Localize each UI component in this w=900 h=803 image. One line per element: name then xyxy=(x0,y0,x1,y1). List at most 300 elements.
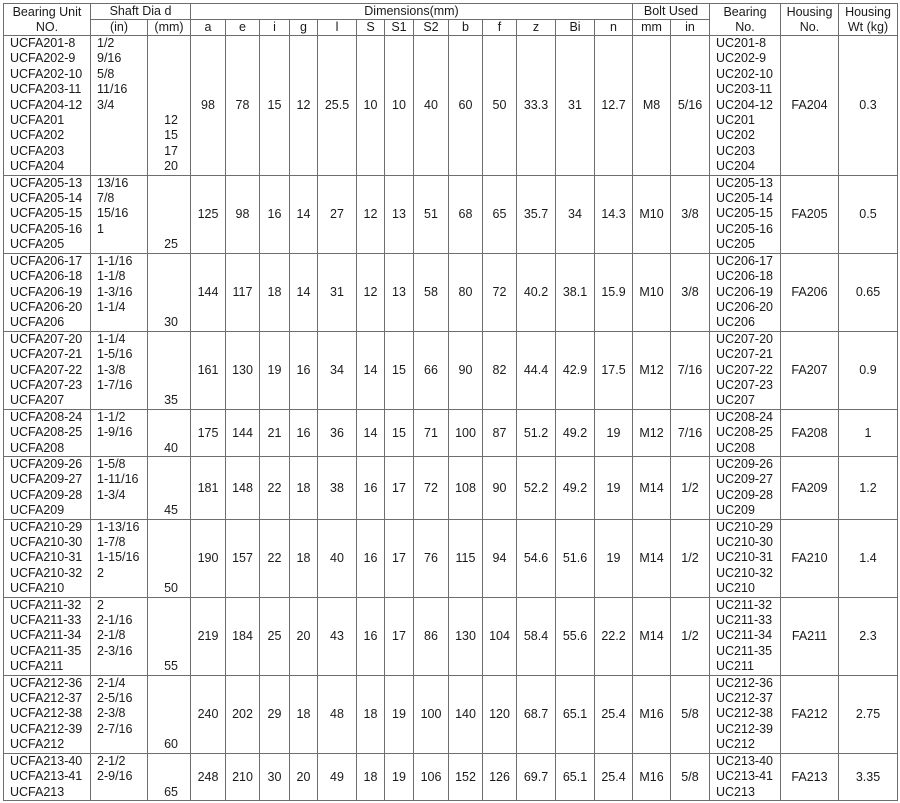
col-header-dim-s1: S1 xyxy=(385,20,414,36)
cell-dim-s: 16 xyxy=(357,519,385,597)
cell-dim-i: 29 xyxy=(260,675,290,753)
cell-dim-a: 125 xyxy=(191,175,226,253)
cell-dim-s2: 72 xyxy=(414,456,449,519)
header-line: NO. xyxy=(35,19,59,34)
cell-bearing-no xyxy=(710,456,781,519)
cell-shaft-in xyxy=(91,456,148,519)
shaft-in-item: 13/16 xyxy=(97,175,129,190)
cell-dim-i: 16 xyxy=(260,175,290,253)
shaft-in-item: 1-15/16 xyxy=(97,550,140,565)
shaft-mm-item: 50 xyxy=(164,581,178,596)
cell-bearing-no xyxy=(710,36,781,176)
cell-dim-l: 27 xyxy=(318,175,357,253)
cell-dim-n: 12.7 xyxy=(595,36,633,176)
cell-dim-z: 58.4 xyxy=(517,597,556,675)
cell-bolt-mm: M12 xyxy=(633,409,671,456)
cell-dim-z: 44.4 xyxy=(517,331,556,409)
bearing-no-item: UC207-21 xyxy=(716,347,773,362)
shaft-in-item: 2-1/16 xyxy=(97,613,133,628)
bearing-no-item: UC212-36 xyxy=(716,675,773,690)
table-row xyxy=(4,519,898,597)
cell-dim-z: 69.7 xyxy=(517,753,556,800)
cell-dim-bi: 34 xyxy=(556,175,595,253)
cell-dim-i: 22 xyxy=(260,456,290,519)
cell-housing-wt: 1.2 xyxy=(839,456,898,519)
bearing-no-item: UC213 xyxy=(716,784,755,799)
bearing-no-item: UC213-40 xyxy=(716,753,773,768)
bearing-no-item: UC203-11 xyxy=(716,82,773,97)
bearing-unit-item: UCFA208 xyxy=(10,440,65,455)
bearing-unit-item: UCFA209-27 xyxy=(10,472,83,487)
header-line: Housing xyxy=(786,4,833,19)
cell-dim-z: 52.2 xyxy=(517,456,556,519)
cell-bolt-in: 1/2 xyxy=(671,597,710,675)
cell-bearing-units xyxy=(4,36,91,176)
cell-bearing-units xyxy=(4,331,91,409)
cell-dim-b: 115 xyxy=(449,519,483,597)
cell-dim-s: 18 xyxy=(357,675,385,753)
cell-dim-a: 181 xyxy=(191,456,226,519)
cell-dim-s: 16 xyxy=(357,456,385,519)
cell-dim-s: 12 xyxy=(357,253,385,331)
cell-bolt-in: 5/8 xyxy=(671,675,710,753)
shaft-in-item: 1 xyxy=(97,221,104,236)
bearing-no-item: UC208-24 xyxy=(716,409,773,424)
cell-dim-e: 148 xyxy=(226,456,260,519)
cell-dim-s1: 19 xyxy=(385,675,414,753)
cell-dim-f: 126 xyxy=(483,753,517,800)
cell-dim-bi: 49.2 xyxy=(556,409,595,456)
cell-dim-g: 16 xyxy=(290,409,318,456)
shaft-in-item: 2-3/16 xyxy=(97,643,133,658)
cell-bolt-mm: M12 xyxy=(633,331,671,409)
cell-dim-z: 35.7 xyxy=(517,175,556,253)
cell-dim-e: 210 xyxy=(226,753,260,800)
cell-dim-z: 68.7 xyxy=(517,675,556,753)
cell-dim-b: 90 xyxy=(449,331,483,409)
cell-dim-g: 12 xyxy=(290,36,318,176)
bearing-no-item: UC213-41 xyxy=(716,769,773,784)
cell-dim-n: 25.4 xyxy=(595,675,633,753)
cell-housing-no: FA208 xyxy=(781,409,839,456)
cell-bearing-units xyxy=(4,753,91,800)
cell-dim-a: 98 xyxy=(191,36,226,176)
cell-dim-s1: 17 xyxy=(385,597,414,675)
bearing-no-item: UC211-35 xyxy=(716,643,773,658)
cell-bearing-no xyxy=(710,409,781,456)
shaft-in-item: 1-3/4 xyxy=(97,487,126,502)
shaft-in-item: 2-1/4 xyxy=(97,675,126,690)
cell-dim-e: 202 xyxy=(226,675,260,753)
cell-dim-n: 15.9 xyxy=(595,253,633,331)
bearing-unit-item: UCFA203-11 xyxy=(10,82,82,97)
cell-dim-n: 14.3 xyxy=(595,175,633,253)
cell-dim-n: 17.5 xyxy=(595,331,633,409)
bearing-no-item: UC206-19 xyxy=(716,284,773,299)
table-row xyxy=(4,175,898,253)
cell-dim-g: 20 xyxy=(290,753,318,800)
cell-dim-l: 25.5 xyxy=(318,36,357,176)
shaft-in-item: 1-3/8 xyxy=(97,362,126,377)
cell-bearing-units xyxy=(4,175,91,253)
header-line: Bearing Unit xyxy=(12,4,82,19)
bearing-no-item: UC211-34 xyxy=(716,628,773,643)
cell-dim-s1: 15 xyxy=(385,331,414,409)
bearing-unit-item: UCFA210 xyxy=(10,581,65,596)
cell-housing-wt: 0.9 xyxy=(839,331,898,409)
bearing-unit-item: UCFA212-38 xyxy=(10,706,83,721)
bearing-unit-item: UCFA207 xyxy=(10,393,65,408)
bearing-unit-item: UCFA205-14 xyxy=(10,191,83,206)
cell-dim-s2: 66 xyxy=(414,331,449,409)
cell-dim-s: 16 xyxy=(357,597,385,675)
cell-shaft-in xyxy=(91,597,148,675)
shaft-in-item: 2 xyxy=(97,597,104,612)
bearing-unit-item: UCFA210-32 xyxy=(10,565,83,580)
bearing-unit-item: UCFA211-35 xyxy=(10,643,82,658)
bearing-unit-item: UCFA204 xyxy=(10,159,65,174)
col-header-dim-bi: Bi xyxy=(556,20,595,36)
cell-bearing-no xyxy=(710,519,781,597)
cell-dim-s: 18 xyxy=(357,753,385,800)
cell-bearing-units xyxy=(4,409,91,456)
cell-dim-n: 19 xyxy=(595,519,633,597)
cell-dim-z: 40.2 xyxy=(517,253,556,331)
bearing-unit-item: UCFA208-25 xyxy=(10,425,83,440)
header-line: Housing xyxy=(845,4,891,19)
shaft-in-item: 2-7/16 xyxy=(97,721,133,736)
cell-dim-s: 10 xyxy=(357,36,385,176)
shaft-in-item: 7/8 xyxy=(97,191,115,206)
bearing-no-item: UC207-20 xyxy=(716,331,773,346)
shaft-in-item: 1-7/16 xyxy=(97,377,133,392)
bearing-no-item: UC211 xyxy=(716,659,754,674)
cell-bolt-mm: M14 xyxy=(633,597,671,675)
bearing-unit-item: UCFA202-9 xyxy=(10,51,76,66)
cell-dim-bi: 55.6 xyxy=(556,597,595,675)
bearing-unit-item: UCFA212 xyxy=(10,737,65,752)
bearing-no-item: UC206-20 xyxy=(716,299,773,314)
cell-dim-s1: 15 xyxy=(385,409,414,456)
cell-shaft-in xyxy=(91,409,148,456)
header-line: Wt (kg) xyxy=(847,19,889,34)
col-header-dim-f: f xyxy=(483,20,517,36)
cell-bearing-units xyxy=(4,597,91,675)
bearing-no-item: UC210-31 xyxy=(716,550,773,565)
cell-dim-b: 100 xyxy=(449,409,483,456)
cell-dim-l: 36 xyxy=(318,409,357,456)
bearing-no-item: UC212-38 xyxy=(716,706,773,721)
col-header-shaft-dia: Shaft Dia d xyxy=(91,4,191,20)
cell-bolt-in: 7/16 xyxy=(671,331,710,409)
shaft-in-item: 2-5/16 xyxy=(97,691,133,706)
shaft-in-item: 2-3/8 xyxy=(97,706,126,721)
cell-bolt-in: 5/8 xyxy=(671,753,710,800)
bearing-no-item: UC205-13 xyxy=(716,175,773,190)
cell-dim-b: 140 xyxy=(449,675,483,753)
cell-shaft-mm xyxy=(148,456,191,519)
bearing-unit-item: UCFA206-18 xyxy=(10,269,83,284)
bearing-no-item: UC205-16 xyxy=(716,221,773,236)
shaft-mm-item: 25 xyxy=(164,237,178,252)
cell-dim-l: 38 xyxy=(318,456,357,519)
cell-housing-wt: 0.5 xyxy=(839,175,898,253)
cell-dim-i: 25 xyxy=(260,597,290,675)
cell-bolt-in: 3/8 xyxy=(671,175,710,253)
cell-dim-g: 18 xyxy=(290,675,318,753)
bearing-no-item: UC203 xyxy=(716,143,755,158)
cell-shaft-mm xyxy=(148,675,191,753)
cell-bolt-in: 7/16 xyxy=(671,409,710,456)
cell-dim-g: 18 xyxy=(290,456,318,519)
cell-dim-bi: 65.1 xyxy=(556,675,595,753)
bearing-unit-item: UCFA213-41 xyxy=(10,769,83,784)
col-header-dim-z: z xyxy=(517,20,556,36)
shaft-in-item: 2-1/2 xyxy=(97,753,126,768)
bearing-no-item: UC208-25 xyxy=(716,425,773,440)
shaft-in-item: 3/4 xyxy=(97,97,115,112)
shaft-in-item: 1-1/4 xyxy=(97,331,126,346)
cell-dim-a: 175 xyxy=(191,409,226,456)
cell-housing-no: FA207 xyxy=(781,331,839,409)
bearing-no-item: UC202 xyxy=(716,128,755,143)
shaft-in-item: 2 xyxy=(97,565,104,580)
cell-housing-no: FA209 xyxy=(781,456,839,519)
cell-dim-i: 18 xyxy=(260,253,290,331)
cell-shaft-in xyxy=(91,675,148,753)
cell-housing-no: FA210 xyxy=(781,519,839,597)
bearing-unit-item: UCFA213 xyxy=(10,784,65,799)
cell-bearing-no xyxy=(710,597,781,675)
shaft-in-item: 1-11/16 xyxy=(97,472,139,487)
cell-dim-l: 40 xyxy=(318,519,357,597)
table-row xyxy=(4,331,898,409)
bearing-unit-item: UCFA210-31 xyxy=(10,550,83,565)
header-line: No. xyxy=(735,19,755,34)
shaft-in-item: 1-5/8 xyxy=(97,456,126,471)
cell-dim-g: 20 xyxy=(290,597,318,675)
cell-bolt-mm: M16 xyxy=(633,675,671,753)
shaft-mm-item: 55 xyxy=(164,659,178,674)
col-header-housing-wt xyxy=(839,4,898,36)
bearing-no-item: UC210-29 xyxy=(716,519,773,534)
cell-dim-s: 14 xyxy=(357,409,385,456)
col-header-dim-l: l xyxy=(318,20,357,36)
bearing-no-item: UC212-39 xyxy=(716,721,773,736)
shaft-in-item: 2-9/16 xyxy=(97,769,133,784)
cell-dim-n: 22.2 xyxy=(595,597,633,675)
cell-dim-i: 22 xyxy=(260,519,290,597)
bearing-no-item: UC204 xyxy=(716,159,755,174)
cell-shaft-mm xyxy=(148,36,191,176)
cell-shaft-mm xyxy=(148,253,191,331)
cell-bolt-mm: M10 xyxy=(633,175,671,253)
cell-dim-g: 14 xyxy=(290,175,318,253)
bearing-no-item: UC207-23 xyxy=(716,377,773,392)
shaft-in-item: 15/16 xyxy=(97,206,129,221)
cell-shaft-mm xyxy=(148,175,191,253)
shaft-mm-item: 15 xyxy=(164,128,178,143)
bearing-unit-item: UCFA208-24 xyxy=(10,409,83,424)
cell-dim-a: 190 xyxy=(191,519,226,597)
col-header-dim-e: e xyxy=(226,20,260,36)
bearing-unit-item: UCFA206 xyxy=(10,315,65,330)
cell-dim-s2: 100 xyxy=(414,675,449,753)
cell-bolt-mm: M10 xyxy=(633,253,671,331)
cell-dim-s1: 19 xyxy=(385,753,414,800)
col-header-bearing-no xyxy=(710,4,781,36)
bearing-no-item: UC206 xyxy=(716,315,755,330)
cell-shaft-in xyxy=(91,36,148,176)
cell-dim-z: 33.3 xyxy=(517,36,556,176)
bearing-no-item: UC212-37 xyxy=(716,691,773,706)
cell-dim-z: 51.2 xyxy=(517,409,556,456)
bearing-no-item: UC211-32 xyxy=(716,597,773,612)
cell-dim-n: 19 xyxy=(595,409,633,456)
cell-dim-i: 21 xyxy=(260,409,290,456)
cell-dim-f: 82 xyxy=(483,331,517,409)
bearing-unit-item: UCFA205-15 xyxy=(10,206,83,221)
cell-bolt-mm: M14 xyxy=(633,519,671,597)
bearing-unit-item: UCFA211-34 xyxy=(10,628,82,643)
table-row xyxy=(4,753,898,800)
col-header-dim-i: i xyxy=(260,20,290,36)
cell-dim-l: 34 xyxy=(318,331,357,409)
bearing-no-item: UC210-30 xyxy=(716,535,773,549)
col-header-dim-n: n xyxy=(595,20,633,36)
cell-dim-b: 130 xyxy=(449,597,483,675)
shaft-mm-item: 45 xyxy=(164,503,178,518)
cell-housing-wt: 2.75 xyxy=(839,675,898,753)
bearing-no-item: UC206-18 xyxy=(716,269,773,284)
cell-shaft-mm xyxy=(148,331,191,409)
shaft-in-item: 11/16 xyxy=(97,82,128,97)
bearing-no-item: UC209 xyxy=(716,503,755,518)
cell-dim-l: 48 xyxy=(318,675,357,753)
cell-dim-s: 14 xyxy=(357,331,385,409)
shaft-in-item: 1-1/2 xyxy=(97,409,126,424)
shaft-in-item: 1-1/4 xyxy=(97,299,126,314)
cell-dim-bi: 38.1 xyxy=(556,253,595,331)
bearing-no-item: UC209-27 xyxy=(716,472,773,487)
cell-bearing-no xyxy=(710,753,781,800)
cell-shaft-in xyxy=(91,253,148,331)
bearing-unit-item: UCFA211-32 xyxy=(10,597,82,612)
cell-bearing-no xyxy=(710,331,781,409)
cell-dim-b: 152 xyxy=(449,753,483,800)
bearing-unit-item: UCFA205-16 xyxy=(10,221,83,236)
cell-dim-s1: 13 xyxy=(385,253,414,331)
bearing-no-item: UC207 xyxy=(716,393,755,408)
cell-housing-no: FA213 xyxy=(781,753,839,800)
cell-shaft-mm xyxy=(148,409,191,456)
cell-bearing-units xyxy=(4,456,91,519)
shaft-in-item: 9/16 xyxy=(97,51,122,66)
cell-dim-bi: 42.9 xyxy=(556,331,595,409)
bearing-unit-item: UCFA209-28 xyxy=(10,487,83,502)
bearing-no-item: UC210-32 xyxy=(716,565,773,580)
bearing-unit-item: UCFA206-20 xyxy=(10,299,83,314)
cell-dim-f: 94 xyxy=(483,519,517,597)
shaft-mm-item: 30 xyxy=(164,315,178,330)
cell-bolt-in: 1/2 xyxy=(671,519,710,597)
cell-dim-e: 130 xyxy=(226,331,260,409)
bearing-no-item: UC201-8 xyxy=(716,36,767,50)
bearing-no-item: UC206-17 xyxy=(716,253,773,268)
bearing-unit-item: UCFA202 xyxy=(10,128,65,143)
cell-bearing-no xyxy=(710,175,781,253)
bearing-unit-item: UCFA212-39 xyxy=(10,721,83,736)
bearing-unit-item: UCFA203 xyxy=(10,143,65,158)
cell-dim-s2: 106 xyxy=(414,753,449,800)
cell-dim-s2: 76 xyxy=(414,519,449,597)
col-header-dimensions: Dimensions(mm) xyxy=(191,4,633,20)
bearing-unit-item: UCFA210-30 xyxy=(10,535,83,549)
cell-shaft-in xyxy=(91,519,148,597)
shaft-mm-item: 65 xyxy=(164,784,178,799)
cell-bolt-mm: M14 xyxy=(633,456,671,519)
col-header-bearing-unit xyxy=(4,4,91,36)
table-row xyxy=(4,597,898,675)
shaft-in-item: 1-9/16 xyxy=(97,425,133,440)
col-header-bolt-mm: mm xyxy=(633,20,671,36)
cell-dim-i: 15 xyxy=(260,36,290,176)
cell-bearing-units xyxy=(4,675,91,753)
cell-dim-e: 117 xyxy=(226,253,260,331)
cell-dim-a: 240 xyxy=(191,675,226,753)
bearing-no-item: UC205-14 xyxy=(716,191,773,206)
cell-shaft-mm xyxy=(148,597,191,675)
bearing-unit-item: UCFA206-19 xyxy=(10,284,83,299)
cell-housing-no: FA205 xyxy=(781,175,839,253)
cell-shaft-mm xyxy=(148,753,191,800)
bearing-unit-item: UCFA212-37 xyxy=(10,691,83,706)
cell-dim-a: 219 xyxy=(191,597,226,675)
cell-housing-wt: 1 xyxy=(839,409,898,456)
table-row xyxy=(4,675,898,753)
cell-dim-b: 68 xyxy=(449,175,483,253)
cell-housing-wt: 3.35 xyxy=(839,753,898,800)
bearing-unit-item: UCFA210-29 xyxy=(10,519,83,534)
header-line: No. xyxy=(799,19,820,34)
bearing-no-item: UC205 xyxy=(716,237,755,252)
shaft-mm-item: 17 xyxy=(164,143,178,158)
cell-dim-f: 87 xyxy=(483,409,517,456)
col-header-bolt-used: Bolt Used xyxy=(633,4,710,20)
shaft-mm-item: 35 xyxy=(164,393,178,408)
cell-dim-n: 19 xyxy=(595,456,633,519)
cell-housing-wt: 0.3 xyxy=(839,36,898,176)
bearing-unit-item: UCFA207-22 xyxy=(10,362,83,377)
cell-dim-i: 30 xyxy=(260,753,290,800)
bearing-unit-item: UCFA209-26 xyxy=(10,456,83,471)
bearing-unit-item: UCFA211-33 xyxy=(10,613,82,628)
col-header-dim-g: g xyxy=(290,20,318,36)
cell-housing-wt: 1.4 xyxy=(839,519,898,597)
cell-dim-f: 72 xyxy=(483,253,517,331)
cell-dim-g: 18 xyxy=(290,519,318,597)
bearing-no-item: UC209-26 xyxy=(716,456,773,471)
cell-dim-b: 108 xyxy=(449,456,483,519)
cell-dim-l: 49 xyxy=(318,753,357,800)
shaft-in-item: 1-5/16 xyxy=(97,347,133,362)
cell-dim-f: 50 xyxy=(483,36,517,176)
cell-dim-g: 14 xyxy=(290,253,318,331)
cell-bolt-in: 1/2 xyxy=(671,456,710,519)
bearing-unit-item: UCFA206-17 xyxy=(10,253,83,268)
cell-dim-e: 184 xyxy=(226,597,260,675)
shaft-in-item: 1/2 xyxy=(97,36,115,50)
